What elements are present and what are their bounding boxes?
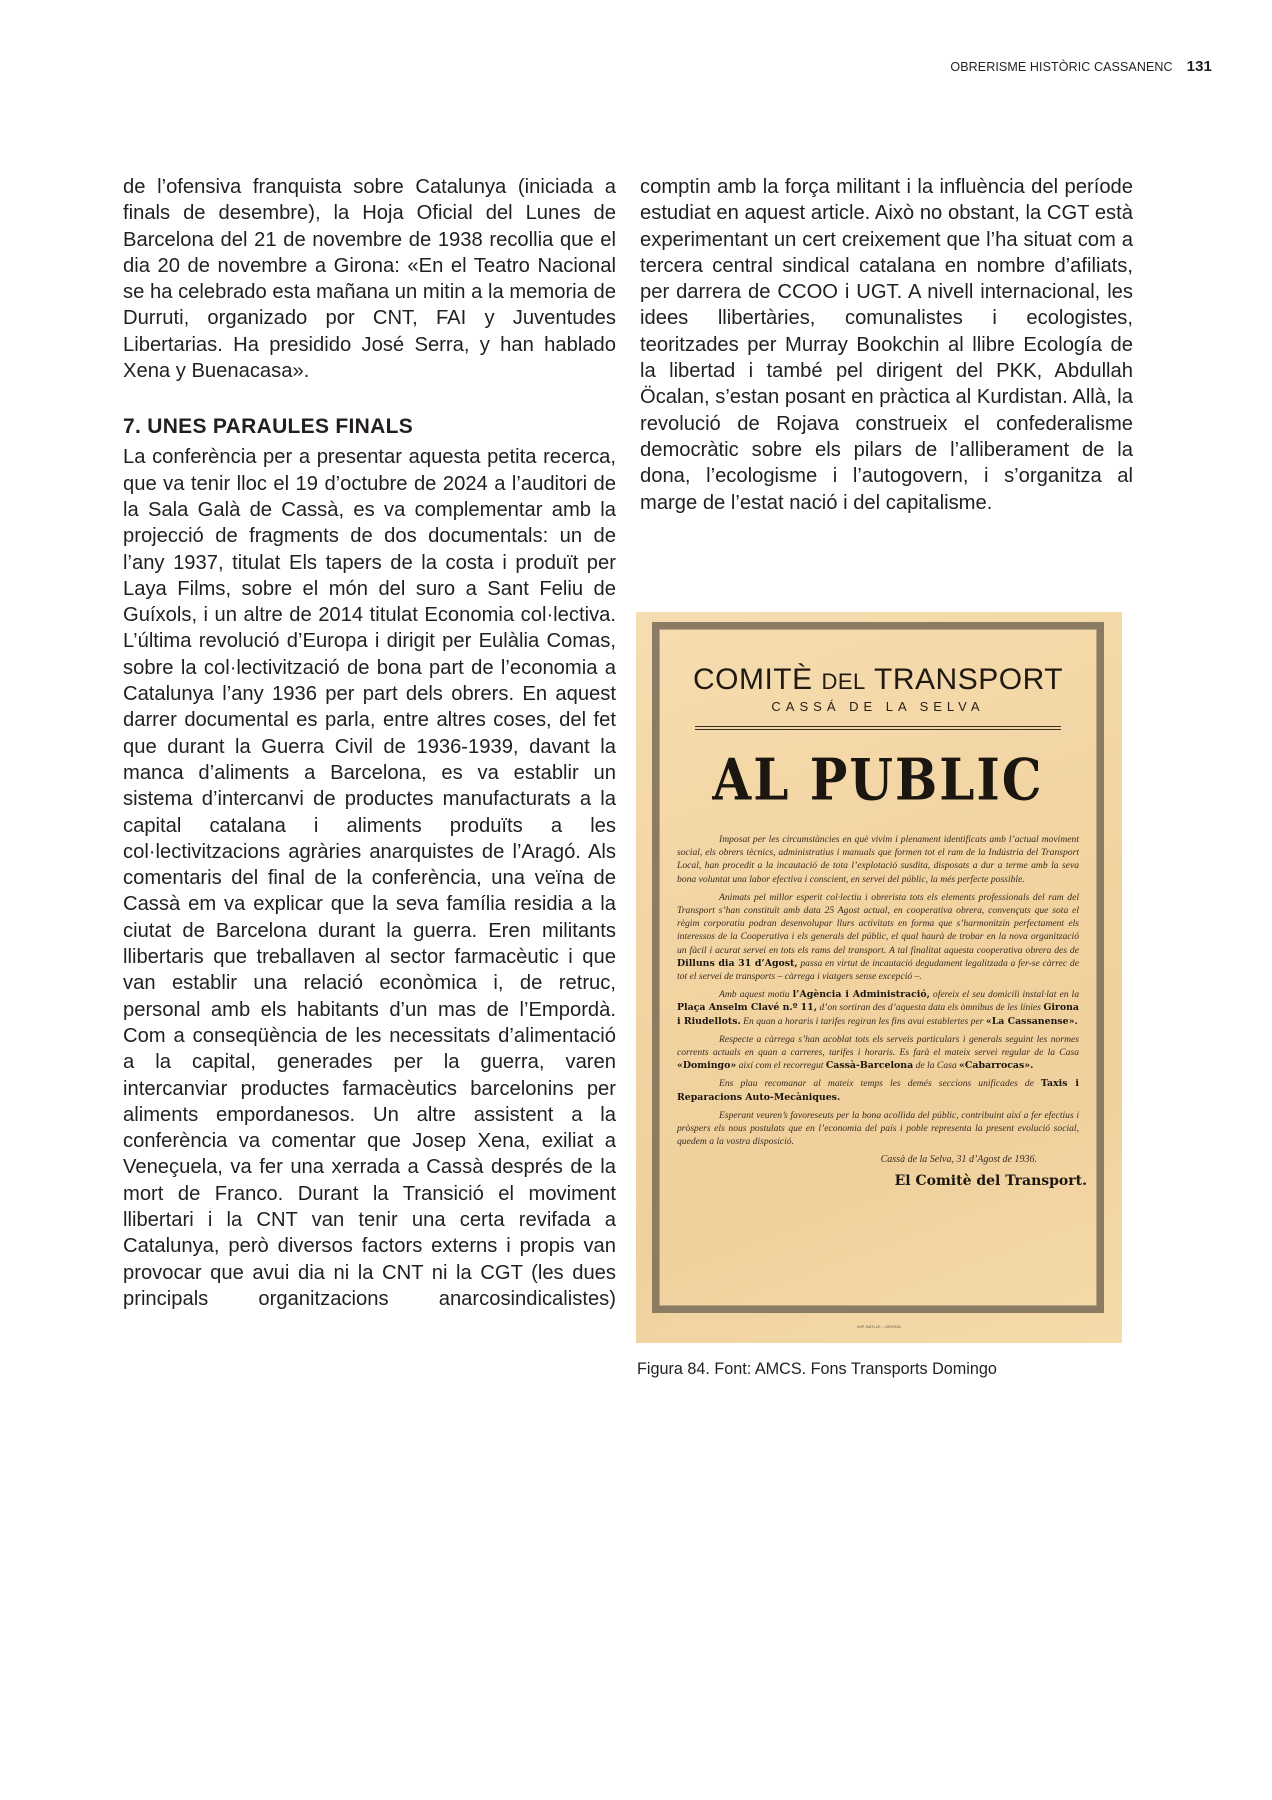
poster-bold-text: «Domingo» [677,1060,737,1072]
poster-paragraph [677,1033,1079,1073]
poster-body [677,833,1079,1148]
poster-text: passa en virtut de incautació degudament legalitzada a fer-se càrrec de tot el servei de transports – càrrega i viatgers sense excepció –. [677,957,1079,983]
poster-figure [636,612,1122,1343]
poster-text: Animats pel millor esperit col·lectiu i obrerista tots els elements professionals del ram del Transport s’han constituït amb data 25 Agost actual, en cooperativa obrera, convençuts que sota el règim corporatiu podran desenvolupar llurs activitats en forma que s’harmonitzin perfectament els interessos de la Cooperativa i els generals del públic, el qual haurà de trobar en la nova organització un fàcil i acurat servei en tots els rams del transport. A tal finalitat aquesta cooperativa obrera des de [677,891,1079,956]
poster-text: ofereix el seu domicili instal·lat en la [929,989,1080,1001]
poster-printer-mark: IMP. BATLLE – GIRONA [857,1324,901,1329]
page-number: 131 [1186,58,1212,75]
poster-title-part: COMITÈ [692,663,822,696]
poster-text: d’on sortiran des d’aquesta data els òmnibus de les línies [816,1002,1044,1014]
poster-bold-text: «La Cassanense». [985,1015,1078,1027]
poster-text: Respecte a càrrega s’han acoblat tots els serveis particulars i generals seguint les normes corrents actuals en quan a carreres, tarifes i horaris. Es farà el mateix servei regular de la Casa [677,1033,1079,1059]
poster-bold-text: Girona i Riudellots. [677,1002,1079,1027]
poster-paragraph [677,833,1079,886]
left-column [123,174,616,1312]
poster-date: Cassà de la Selva, 31 d’Agost de 1936. [880,1154,1037,1166]
poster-title [659,663,1097,697]
poster-text: Imposat per les circumstàncies en què vivim i plenament identificats amb l’actual moviment social, els obrers tècnics, administratius i manuals que formen tot el ram de la Indústria del Transport Local, han procedit a la incautació de tota l’explotació susdita, disposats a dur a terme amb la seva bona voluntat una labor efectiva i conscient, en servei del públic, la més perfecte possible. [677,834,1079,885]
poster-paragraph [677,1109,1079,1149]
poster-subtitle: CASSÁ DE LA SELVA [771,699,985,714]
poster-bold-text: «Cabarrocas». [959,1060,1034,1072]
poster-text: de la Casa [913,1060,960,1072]
poster-paragraph [677,988,1079,1028]
poster-bold-text: l’Agència i Administració, [792,989,930,1001]
figure-caption: Figura 84. Font: AMCS. Fons Transports Domingo [637,1360,997,1378]
poster-bold-text: Plaça Anselm Clavé n.º 11, [677,1002,817,1014]
poster-headline: AL PUBLIC [712,745,1044,814]
poster-bold-text: Dilluns dia 31 d’Agost, [677,957,798,969]
poster-paragraph [677,1077,1079,1103]
poster-signature: El Comitè del Transport. [894,1173,1087,1190]
poster-bold-text: Taxis i Reparacions Auto-Mecàniques. [677,1078,1079,1103]
right-column [640,174,1133,516]
poster-paragraph [677,891,1079,983]
section-heading: 7. UNES PARAULES FINALS [123,415,414,439]
poster-content [659,629,1097,1306]
running-title: OBRERISME HISTÒRIC CASSANENC [950,60,1173,74]
body-paragraph: de l’ofensiva franquista sobre Catalunya (iniciada a finals de desembre), la Hoja Oficial del Lunes de Barcelona del 21 de novembre de 1938 recollia que el dia 20 de novembre a Girona: «En el Teatro Nacional se ha celebrado esta mañana un mitin a la memoria de Durruti, organizado por CNT, FAI y Juventudes Libertarias. Ha presidido José Serra, y han hablado Xena y Buenacasa». [123,176,616,383]
poster-divider [695,726,1061,730]
poster-text: Ens plau recomanar al mateix temps les demés seccions unificades de [719,1078,1041,1090]
poster-bold-text: Cassà-Barcelona [825,1060,914,1072]
poster-text: així com el recorregut [736,1060,826,1072]
poster-text: En quan a horaris i tarifes regiran les fins avui establertes per [740,1015,986,1027]
poster-text: Amb aquest motiu [719,989,793,1001]
running-header [950,58,1212,75]
poster-title-part: DEL [821,669,866,694]
body-paragraph: comptin amb la força militant i la influència del període estudiat en aquest article. Això no obstant, la CGT està experimentant un cert creixement que l’ha situat com a tercera central sindical catalana en nombre d’afiliats, per darrera de CCOO i UGT. A nivell internacional, les idees llibertàries, comunalistes i ecologistes, teoritzades per Murray Bookchin al llibre Ecología de la libertad i també pel dirigent del PKK, Abdullah Öcalan, s’estan posant en pràctica al Kurdistan. Allà, la revolució de Rojava construeix el confederalisme democràtic sobre els pilars de l’alliberament de la dona, l’ecologisme i l’autogovern, i s’organitza al marge de l’estat nació i del capitalisme. [640,176,1133,514]
poster-title-part: TRANSPORT [865,663,1064,696]
body-paragraph: La conferència per a presentar aquesta petita recerca, que va tenir lloc el 19 d’octubre de 2024 a l’auditori de la Sala Galà de Cassà, es va complementar amb la projecció de fragments de dos documentals: un de l’any 1937, titulat Els tapers de la costa i produït per Laya Films, sobre el món del suro a Sant Feliu de Guíxols, i un altre de 2014 titulat Economia col·lectiva. L’última revolució d’Europa i dirigit per Eulàlia Comas, sobre la col·lectivització de bona part de l’economia a Catalunya l’any 1936 per part dels obrers. En aquest darrer documental es parla, entre altres coses, del fet que durant la Guerra Civil de 1936-1939, davant la manca d’aliments a Barcelona, es va establir un sistema d’intercanvi de productes manufacturats a la capital catalana i aliments produïts a les col·lectivitzacions agràries anarquistes de l’Aragó. Als comentaris del final de la conferència, una veïna de Cassà em va explicar que la seva família residia a la ciutat de Barcelona durant la guerra. Eren militants llibertaris que treballaven al sector farmacèutic i que van establir una relació econòmica i, de retruc, personal amb els habitants d’un mas de l’Empordà. Com a conseqüència de les necessitats d’alimentació a la capital, generades per la guerra, varen intercanviar productes farmacèutics barcelonins per aliments empordanesos. Un altre assistent a la conferència va comentar que Josep Xena, exiliat a Veneçuela, va fer una xerrada a Cassà després de la mort de Franco. Durant la Transició el moviment llibertari i la CNT van tenir una certa revifada a Catalunya, però diversos factors externs i propis van provocar que avui dia ni la CNT ni la CGT (les dues principals organitzacions anarcosindicalistes) [123,446,616,1310]
poster-text: Esperant veuren’s favoreseuts per la bona acollida del públic, contribuint així a fer efectius i pròspers els nous postulats que en l’economia del país i poble representa la present evolució social, quedem a la vostra disposició. [677,1109,1079,1148]
